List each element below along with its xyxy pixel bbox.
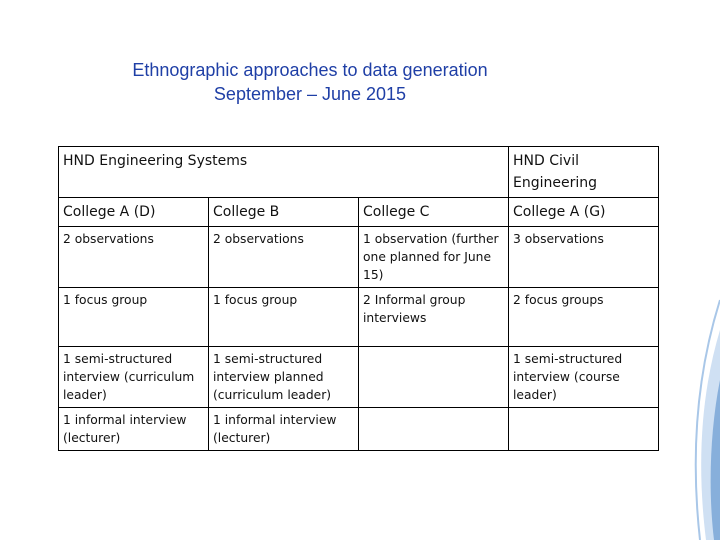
- table-cell: 1 informal interview (lecturer): [59, 408, 209, 451]
- table-cell: 1 semi-structured interview planned (curriculum leader): [209, 347, 359, 408]
- table-cell: 1 informal interview (lecturer): [209, 408, 359, 451]
- table-row: [59, 288, 659, 347]
- table-cell: 1 focus group: [209, 288, 359, 347]
- table-cell: 2 observations: [59, 227, 209, 288]
- group-header-row: [59, 147, 659, 198]
- column-header: College A (G): [509, 198, 659, 227]
- slide-title: [0, 58, 620, 106]
- column-header: College B: [209, 198, 359, 227]
- table-cell: 1 focus group: [59, 288, 209, 347]
- table-cell: 1 observation (further one planned for June 15): [359, 227, 509, 288]
- table-cell: [359, 408, 509, 451]
- data-generation-table: [58, 146, 659, 451]
- title-line-2: September – June 2015: [213, 84, 407, 104]
- table-row: [59, 227, 659, 288]
- table-cell: 3 observations: [509, 227, 659, 288]
- table-cell: 2 observations: [209, 227, 359, 288]
- title-line-1: Ethnographic approaches to data generation: [132, 60, 488, 80]
- column-header: College C: [359, 198, 509, 227]
- table-row: [59, 408, 659, 451]
- table-cell: 1 semi-structured interview (curriculum leader): [59, 347, 209, 408]
- college-header-row: [59, 198, 659, 227]
- table-cell: 2 Informal group interviews: [359, 288, 509, 347]
- header-engineering-systems: HND Engineering Systems: [59, 147, 509, 198]
- table-cell: [509, 408, 659, 451]
- column-header: College A (D): [59, 198, 209, 227]
- table-cell: 2 focus groups: [509, 288, 659, 347]
- table-cell: [359, 347, 509, 408]
- table-row: [59, 347, 659, 408]
- table-cell: 1 semi-structured interview (course leader): [509, 347, 659, 408]
- header-civil-engineering: HND Civil Engineering: [509, 147, 659, 198]
